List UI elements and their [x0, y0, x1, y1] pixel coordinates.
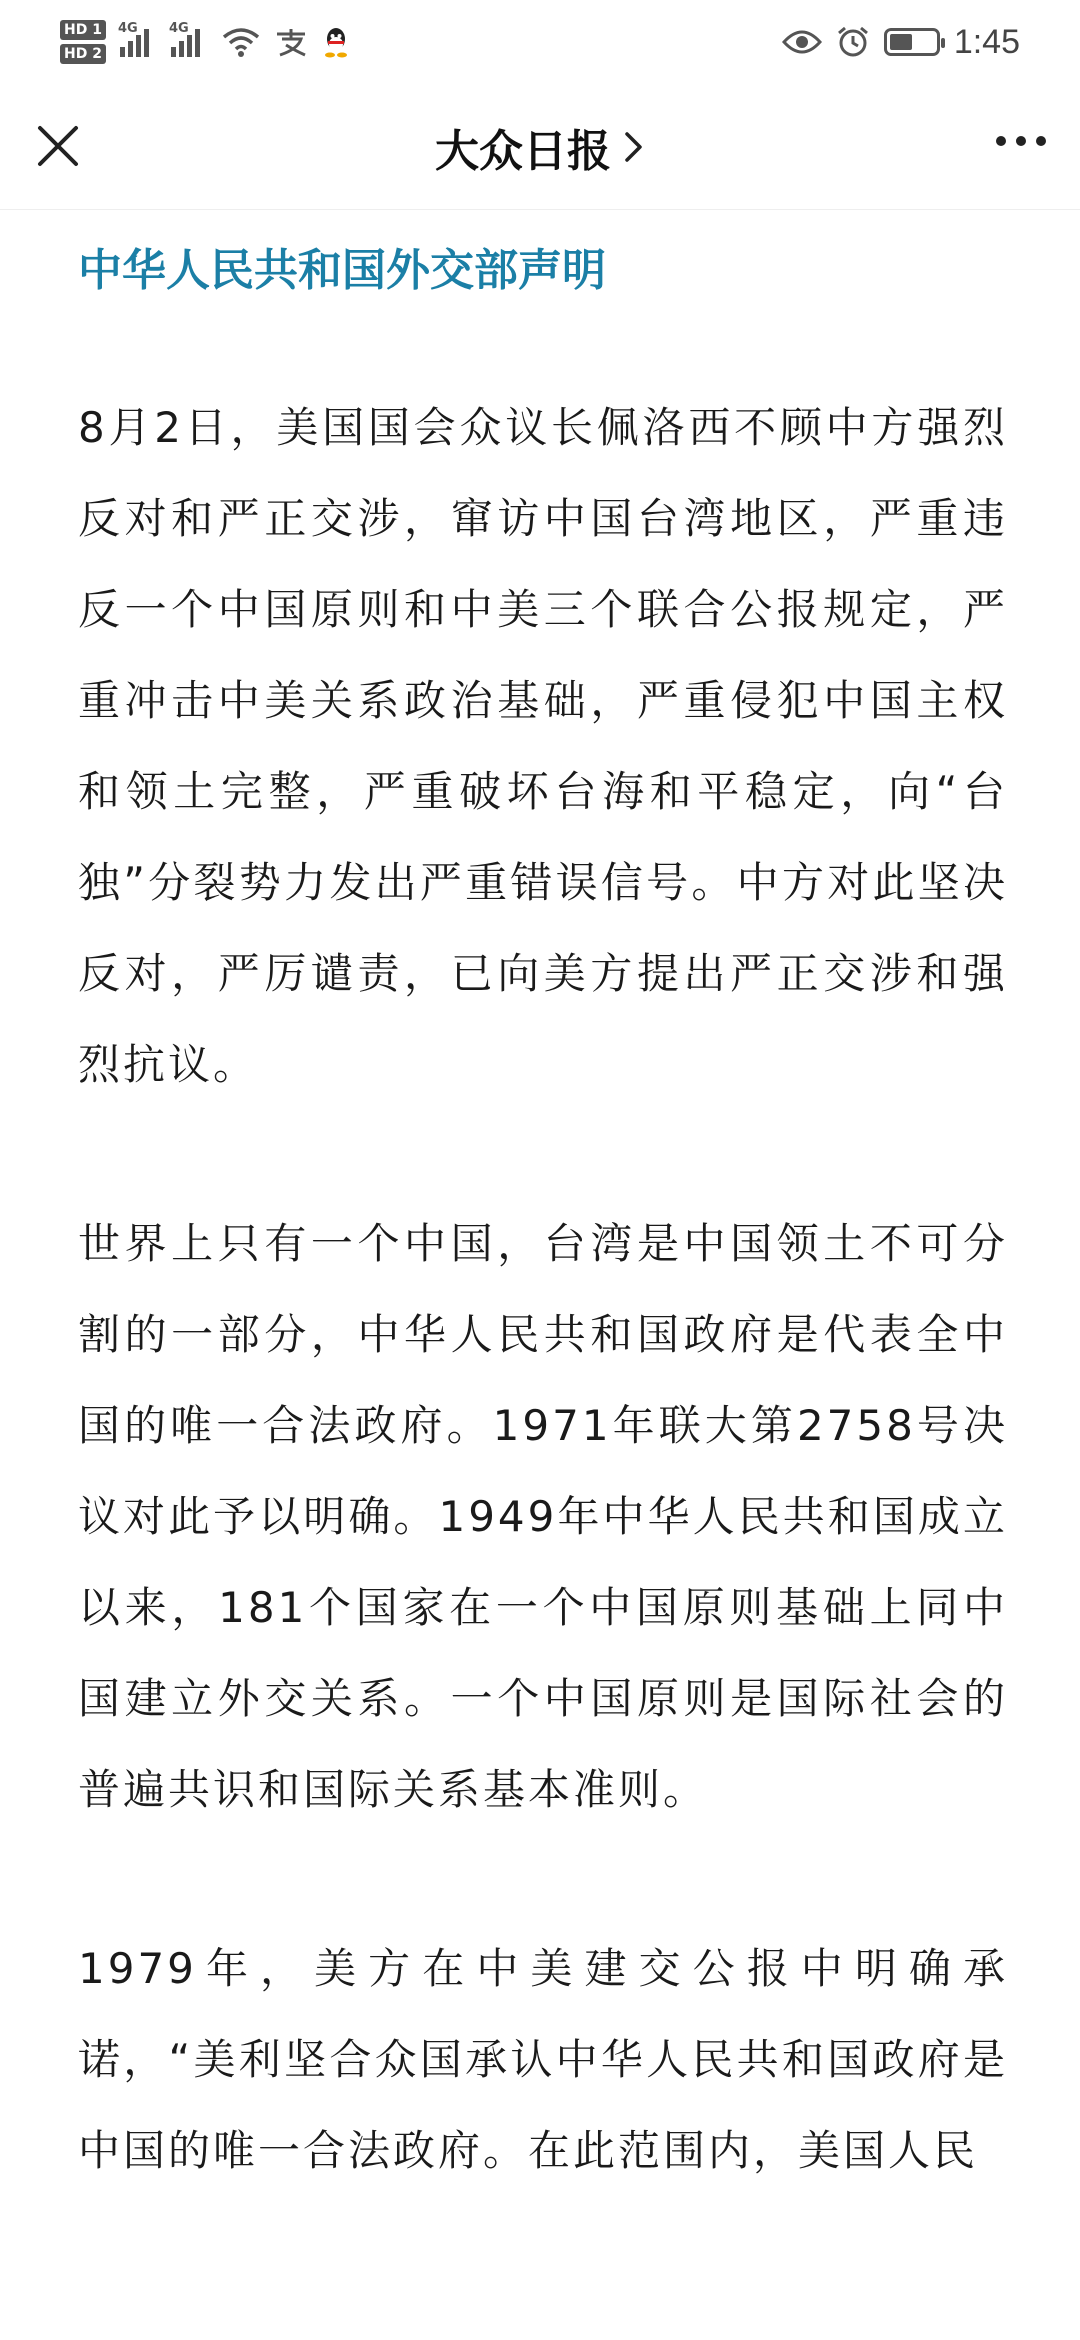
eye-icon — [782, 28, 822, 56]
article-paragraph: 1979年，美方在中美建交公报中明确承诺，“美利坚合众国承认中华人民共和国政府是中国的唯一合法政府。在此范围内，美国人民 — [78, 1944, 1008, 2175]
account-link[interactable] — [435, 115, 645, 179]
status-time: 1:45 — [953, 22, 1020, 61]
sim-indicators — [60, 20, 106, 64]
status-right — [782, 23, 1020, 62]
battery-icon — [884, 28, 940, 56]
more-options-button[interactable] — [996, 136, 1046, 146]
article-title: 中华人民共和国外交部声明 — [78, 245, 606, 296]
wifi-icon — [222, 27, 260, 57]
article-paragraph: 世界上只有一个中国，台湾是中国领土不可分割的一部分，中华人民共和国政府是代表全中国的唯一合法政府。1971年联大第2758号决议对此予以明确。1949年中华人民共和国成立以来，181个国家在一个中国原则基础上同中国建立外交关系。一个中国原则是国际社会的普遍共识和国际关系基本准则。 — [78, 1219, 1008, 1814]
chevron-right-icon — [623, 130, 645, 164]
more-dot-icon — [1036, 136, 1046, 146]
signal2-icon — [168, 21, 208, 57]
status-left — [60, 20, 350, 64]
battery-fill — [890, 34, 912, 50]
close-icon[interactable] — [36, 124, 80, 168]
qq-icon — [322, 26, 350, 58]
signal1-label: 4G — [117, 21, 138, 36]
nav-bar — [0, 84, 1080, 210]
signal2-label: 4G — [168, 21, 189, 36]
article-paragraph: 8月2日，美国国会众议长佩洛西不顾中方强烈反对和严正交涉，窜访中国台湾地区，严重违反一个中国原则和中美三个联合公报规定，严重冲击中美关系政治基础，严重侵犯中国主权和领土完整，严重破坏台海和平稳定，向“台独”分裂势力发出严重错误信号。中方对此坚决反对，严厉谴责，已向美方提出严正交涉和强烈抗议。 — [78, 403, 1008, 1089]
alipay-icon — [274, 27, 308, 57]
signal1-icon — [117, 21, 157, 57]
more-dot-icon — [1016, 136, 1026, 146]
nav-title: 大众日报 — [435, 125, 611, 177]
sim1-badge: HD 1 — [60, 20, 106, 40]
sim2-badge: HD 2 — [60, 44, 106, 64]
more-dot-icon — [996, 136, 1006, 146]
status-bar — [0, 0, 1080, 84]
article-body — [78, 210, 1008, 2196]
alarm-icon — [836, 25, 870, 59]
